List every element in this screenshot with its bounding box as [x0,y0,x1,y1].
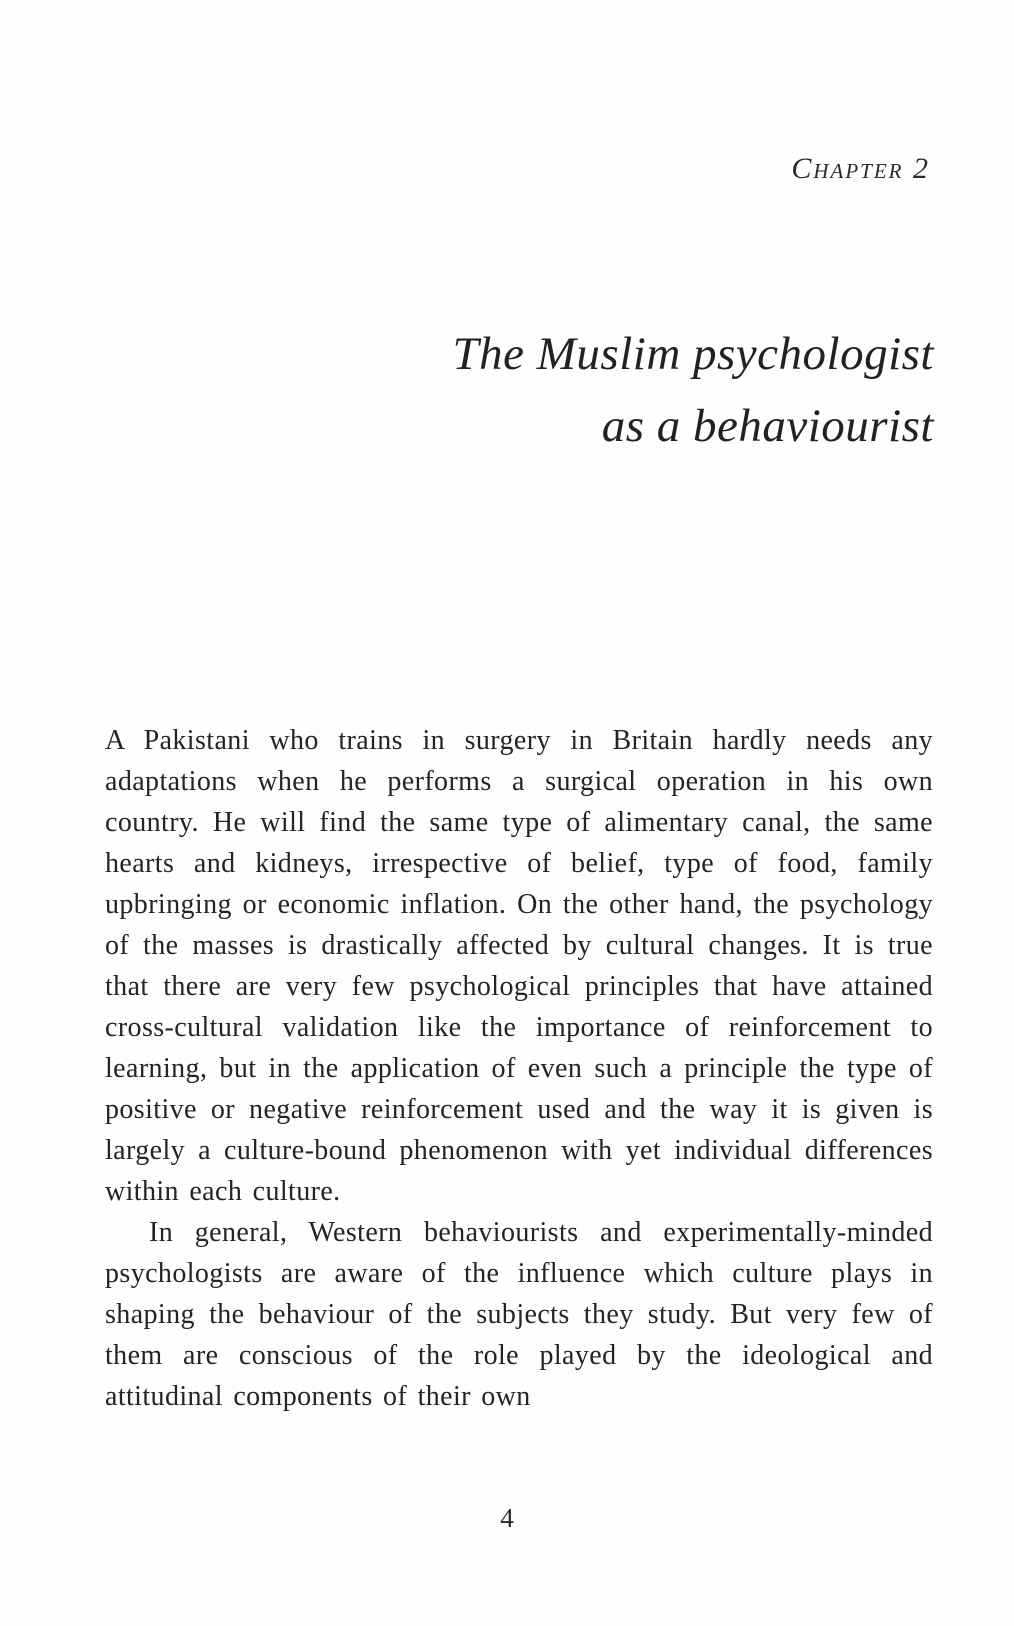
chapter-label: Chapter 2 [791,152,930,185]
body-text [105,720,933,1417]
chapter-title-line-1: The Muslim psychologist [452,328,934,380]
paragraph-1: A Pakistani who trains in surgery in Britain hardly needs any adaptations when he performs a surgical operation in his own country. He will find the same type of alimentary canal, the same hearts and kidneys, irrespective of belief, type of food, family upbringing or economic inflation. On the other hand, the psychology of the masses is drastically affected by cultural changes. It is true that there are very few psychological principles that have attained cross-cultural validation like the importance of reinforcement to learning, but in the application of even such a principle the type of positive or negative reinforcement used and the way it is given is largely a culture-bound phenomenon with yet individual differences within each culture. [105,725,933,1207]
page-number: 4 [500,1503,514,1533]
paragraph-2: In general, Western behaviourists and experimentally-minded psychologists are aware of the influence which culture plays in shaping the behaviour of the subjects they study. But very few of them are conscious of the role played by the ideological and attitudinal components of their own [105,1217,933,1412]
chapter-title [453,318,934,462]
chapter-title-line-2: as a behaviourist [601,400,934,452]
